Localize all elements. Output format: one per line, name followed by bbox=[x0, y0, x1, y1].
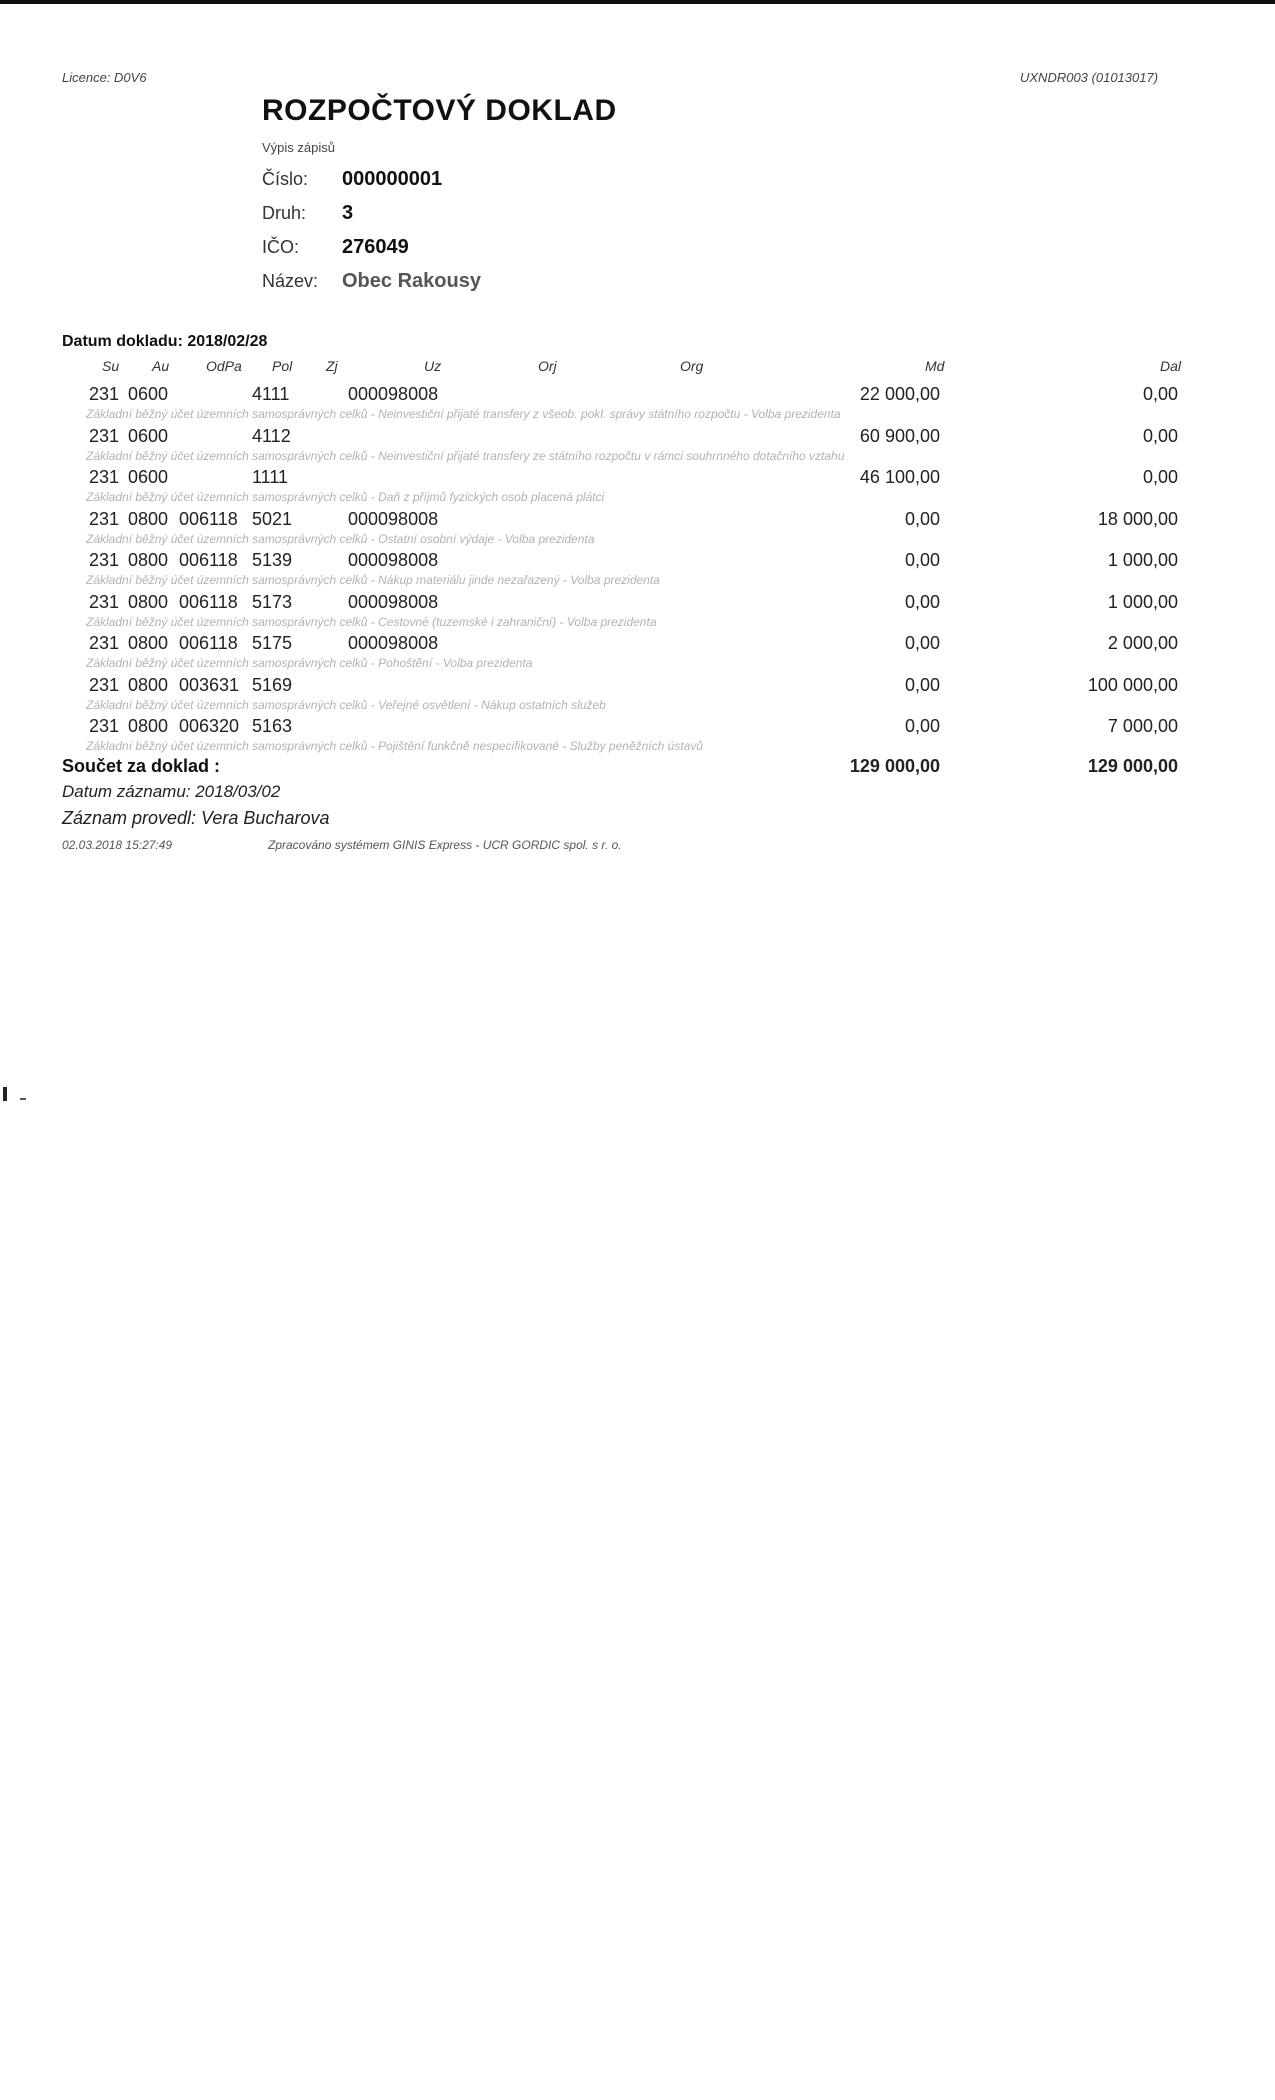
cell-odpa: 006118 bbox=[179, 592, 238, 612]
cell-au: 0800 bbox=[128, 675, 169, 695]
licence-label: Licence: D0V6 bbox=[62, 70, 147, 85]
info-value: Obec Rakousy bbox=[342, 270, 481, 292]
info-label: IČO: bbox=[262, 237, 300, 257]
col-org: Org bbox=[680, 358, 704, 374]
cell-dal: 0,00 bbox=[1142, 384, 1178, 404]
cell-au: 0600 bbox=[128, 426, 169, 446]
cell-su: 231 bbox=[89, 592, 120, 612]
row-description: Základní běžný účet územních samosprávných celků - Pohoštění - Volba prezidenta bbox=[86, 656, 533, 670]
info-value: 000000001 bbox=[342, 168, 443, 190]
row-description: Základní běžný účet územních samosprávných celků - Nákup materiálu jinde nezařazený - Volba prezidenta bbox=[86, 573, 660, 587]
cell-uz: 000098008 bbox=[348, 633, 439, 653]
cell-au: 0800 bbox=[128, 592, 169, 612]
cell-su: 231 bbox=[89, 716, 120, 736]
cell-au: 0800 bbox=[128, 509, 169, 529]
cell-au: 0600 bbox=[128, 384, 169, 404]
col-au: Au bbox=[152, 358, 170, 374]
scan-mark bbox=[20, 1098, 26, 1100]
cell-md: 0,00 bbox=[904, 716, 940, 736]
cell-pol: 5139 bbox=[252, 550, 293, 570]
col-orj: Orj bbox=[538, 358, 557, 374]
zaznam-provedl: Záznam provedl: Vera Bucharova bbox=[62, 808, 330, 828]
cell-dal: 1 000,00 bbox=[1107, 592, 1178, 612]
row-description: Základní běžný účet územních samosprávných celků - Neinvestiční přijaté transfery z všeob. pokl. správy státního rozpočtu - Volba prezidenta bbox=[86, 407, 841, 421]
cell-su: 231 bbox=[89, 384, 120, 404]
col-odpa: OdPa bbox=[206, 358, 242, 374]
row-description: Základní běžný účet územních samosprávných celků - Cestovné (tuzemské i zahraniční) - Volba prezidenta bbox=[86, 615, 657, 629]
cell-odpa: 006118 bbox=[179, 633, 238, 653]
cell-odpa: 006320 bbox=[179, 716, 240, 736]
info-label: Druh: bbox=[262, 203, 307, 223]
cell-au: 0800 bbox=[128, 716, 169, 736]
datum-dokladu: Datum dokladu: 2018/02/28 bbox=[62, 333, 268, 350]
col-uz: Uz bbox=[424, 358, 442, 374]
cell-md: 0,00 bbox=[904, 592, 940, 612]
datum-zaznamu: Datum záznamu: 2018/03/02 bbox=[62, 782, 281, 801]
cell-uz: 000098008 bbox=[348, 550, 439, 570]
document-subtitle: Výpis zápisů bbox=[262, 140, 335, 155]
cell-su: 231 bbox=[89, 550, 120, 570]
col-zj: Zj bbox=[326, 358, 338, 374]
cell-su: 231 bbox=[89, 675, 120, 695]
report-code: UXNDR003 (01013017) bbox=[1020, 70, 1159, 85]
cell-pol: 5175 bbox=[252, 633, 293, 653]
cell-su: 231 bbox=[89, 426, 120, 446]
cell-uz: 000098008 bbox=[348, 509, 439, 529]
cell-dal: 7 000,00 bbox=[1107, 716, 1178, 736]
cell-md: 22 000,00 bbox=[859, 384, 940, 404]
cell-pol: 4112 bbox=[252, 426, 291, 446]
cell-md: 0,00 bbox=[904, 550, 940, 570]
cell-dal: 100 000,00 bbox=[1087, 675, 1178, 695]
total-dal: 129 000,00 bbox=[1087, 756, 1178, 776]
info-value: 276049 bbox=[342, 236, 409, 258]
cell-dal: 1 000,00 bbox=[1107, 550, 1178, 570]
col-md: Md bbox=[925, 358, 945, 374]
cell-dal: 0,00 bbox=[1142, 467, 1178, 487]
cell-odpa: 006118 bbox=[179, 509, 238, 529]
info-label: Název: bbox=[262, 271, 319, 291]
document-title: ROZPOČTOVÝ DOKLAD bbox=[262, 94, 617, 127]
cell-su: 231 bbox=[89, 633, 120, 653]
cell-uz: 000098008 bbox=[348, 592, 439, 612]
cell-md: 60 900,00 bbox=[859, 426, 940, 446]
cell-pol: 4111 bbox=[252, 384, 290, 404]
total-label: Součet za doklad : bbox=[62, 756, 221, 776]
info-value: 3 bbox=[342, 202, 354, 224]
total-md: 129 000,00 bbox=[849, 756, 940, 776]
row-description: Základní běžný účet územních samosprávných celků - Neinvestiční přijaté transfery ze státního rozpočtu v rámci souhrnného dotačního vztahu bbox=[86, 449, 845, 463]
cell-md: 0,00 bbox=[904, 509, 940, 529]
print-timestamp: 02.03.2018 15:27:49 bbox=[62, 838, 173, 852]
scan-mark bbox=[3, 1087, 7, 1101]
cell-md: 0,00 bbox=[904, 675, 940, 695]
col-dal: Dal bbox=[1160, 358, 1182, 374]
cell-md: 46 100,00 bbox=[859, 467, 940, 487]
cell-pol: 1111 bbox=[252, 467, 289, 487]
cell-dal: 2 000,00 bbox=[1107, 633, 1178, 653]
row-description: Základní běžný účet územních samosprávných celků - Veřejné osvětlení - Nákup ostatních služeb bbox=[86, 698, 606, 712]
cell-su: 231 bbox=[89, 467, 120, 487]
cell-au: 0800 bbox=[128, 550, 169, 570]
cell-md: 0,00 bbox=[904, 633, 940, 653]
cell-pol: 5169 bbox=[252, 675, 293, 695]
cell-dal: 0,00 bbox=[1142, 426, 1178, 446]
cell-pol: 5173 bbox=[252, 592, 293, 612]
col-su: Su bbox=[102, 358, 120, 374]
cell-pol: 5163 bbox=[252, 716, 293, 736]
page-top-border bbox=[0, 0, 1275, 4]
cell-pol: 5021 bbox=[252, 509, 293, 529]
col-pol: Pol bbox=[272, 358, 293, 374]
info-label: Číslo: bbox=[262, 169, 309, 189]
cell-uz: 000098008 bbox=[348, 384, 439, 404]
cell-au: 0600 bbox=[128, 467, 169, 487]
cell-odpa: 006118 bbox=[179, 550, 238, 570]
row-description: Základní běžný účet územních samosprávných celků - Pojištění funkčně nespecifikované - Služby peněžních ústavů bbox=[86, 739, 703, 753]
cell-su: 231 bbox=[89, 509, 120, 529]
row-description: Základní běžný účet územních samosprávných celků - Ostatní osobní výdaje - Volba prezidenta bbox=[86, 532, 595, 546]
cell-au: 0800 bbox=[128, 633, 169, 653]
cell-dal: 18 000,00 bbox=[1097, 509, 1178, 529]
cell-odpa: 003631 bbox=[179, 675, 240, 695]
row-description: Základní běžný účet územních samosprávných celků - Daň z příjmů fyzických osob placená plátci bbox=[86, 490, 605, 504]
system-footer: Zpracováno systémem GINIS Express - UCR GORDIC spol. s r. o. bbox=[268, 838, 622, 852]
